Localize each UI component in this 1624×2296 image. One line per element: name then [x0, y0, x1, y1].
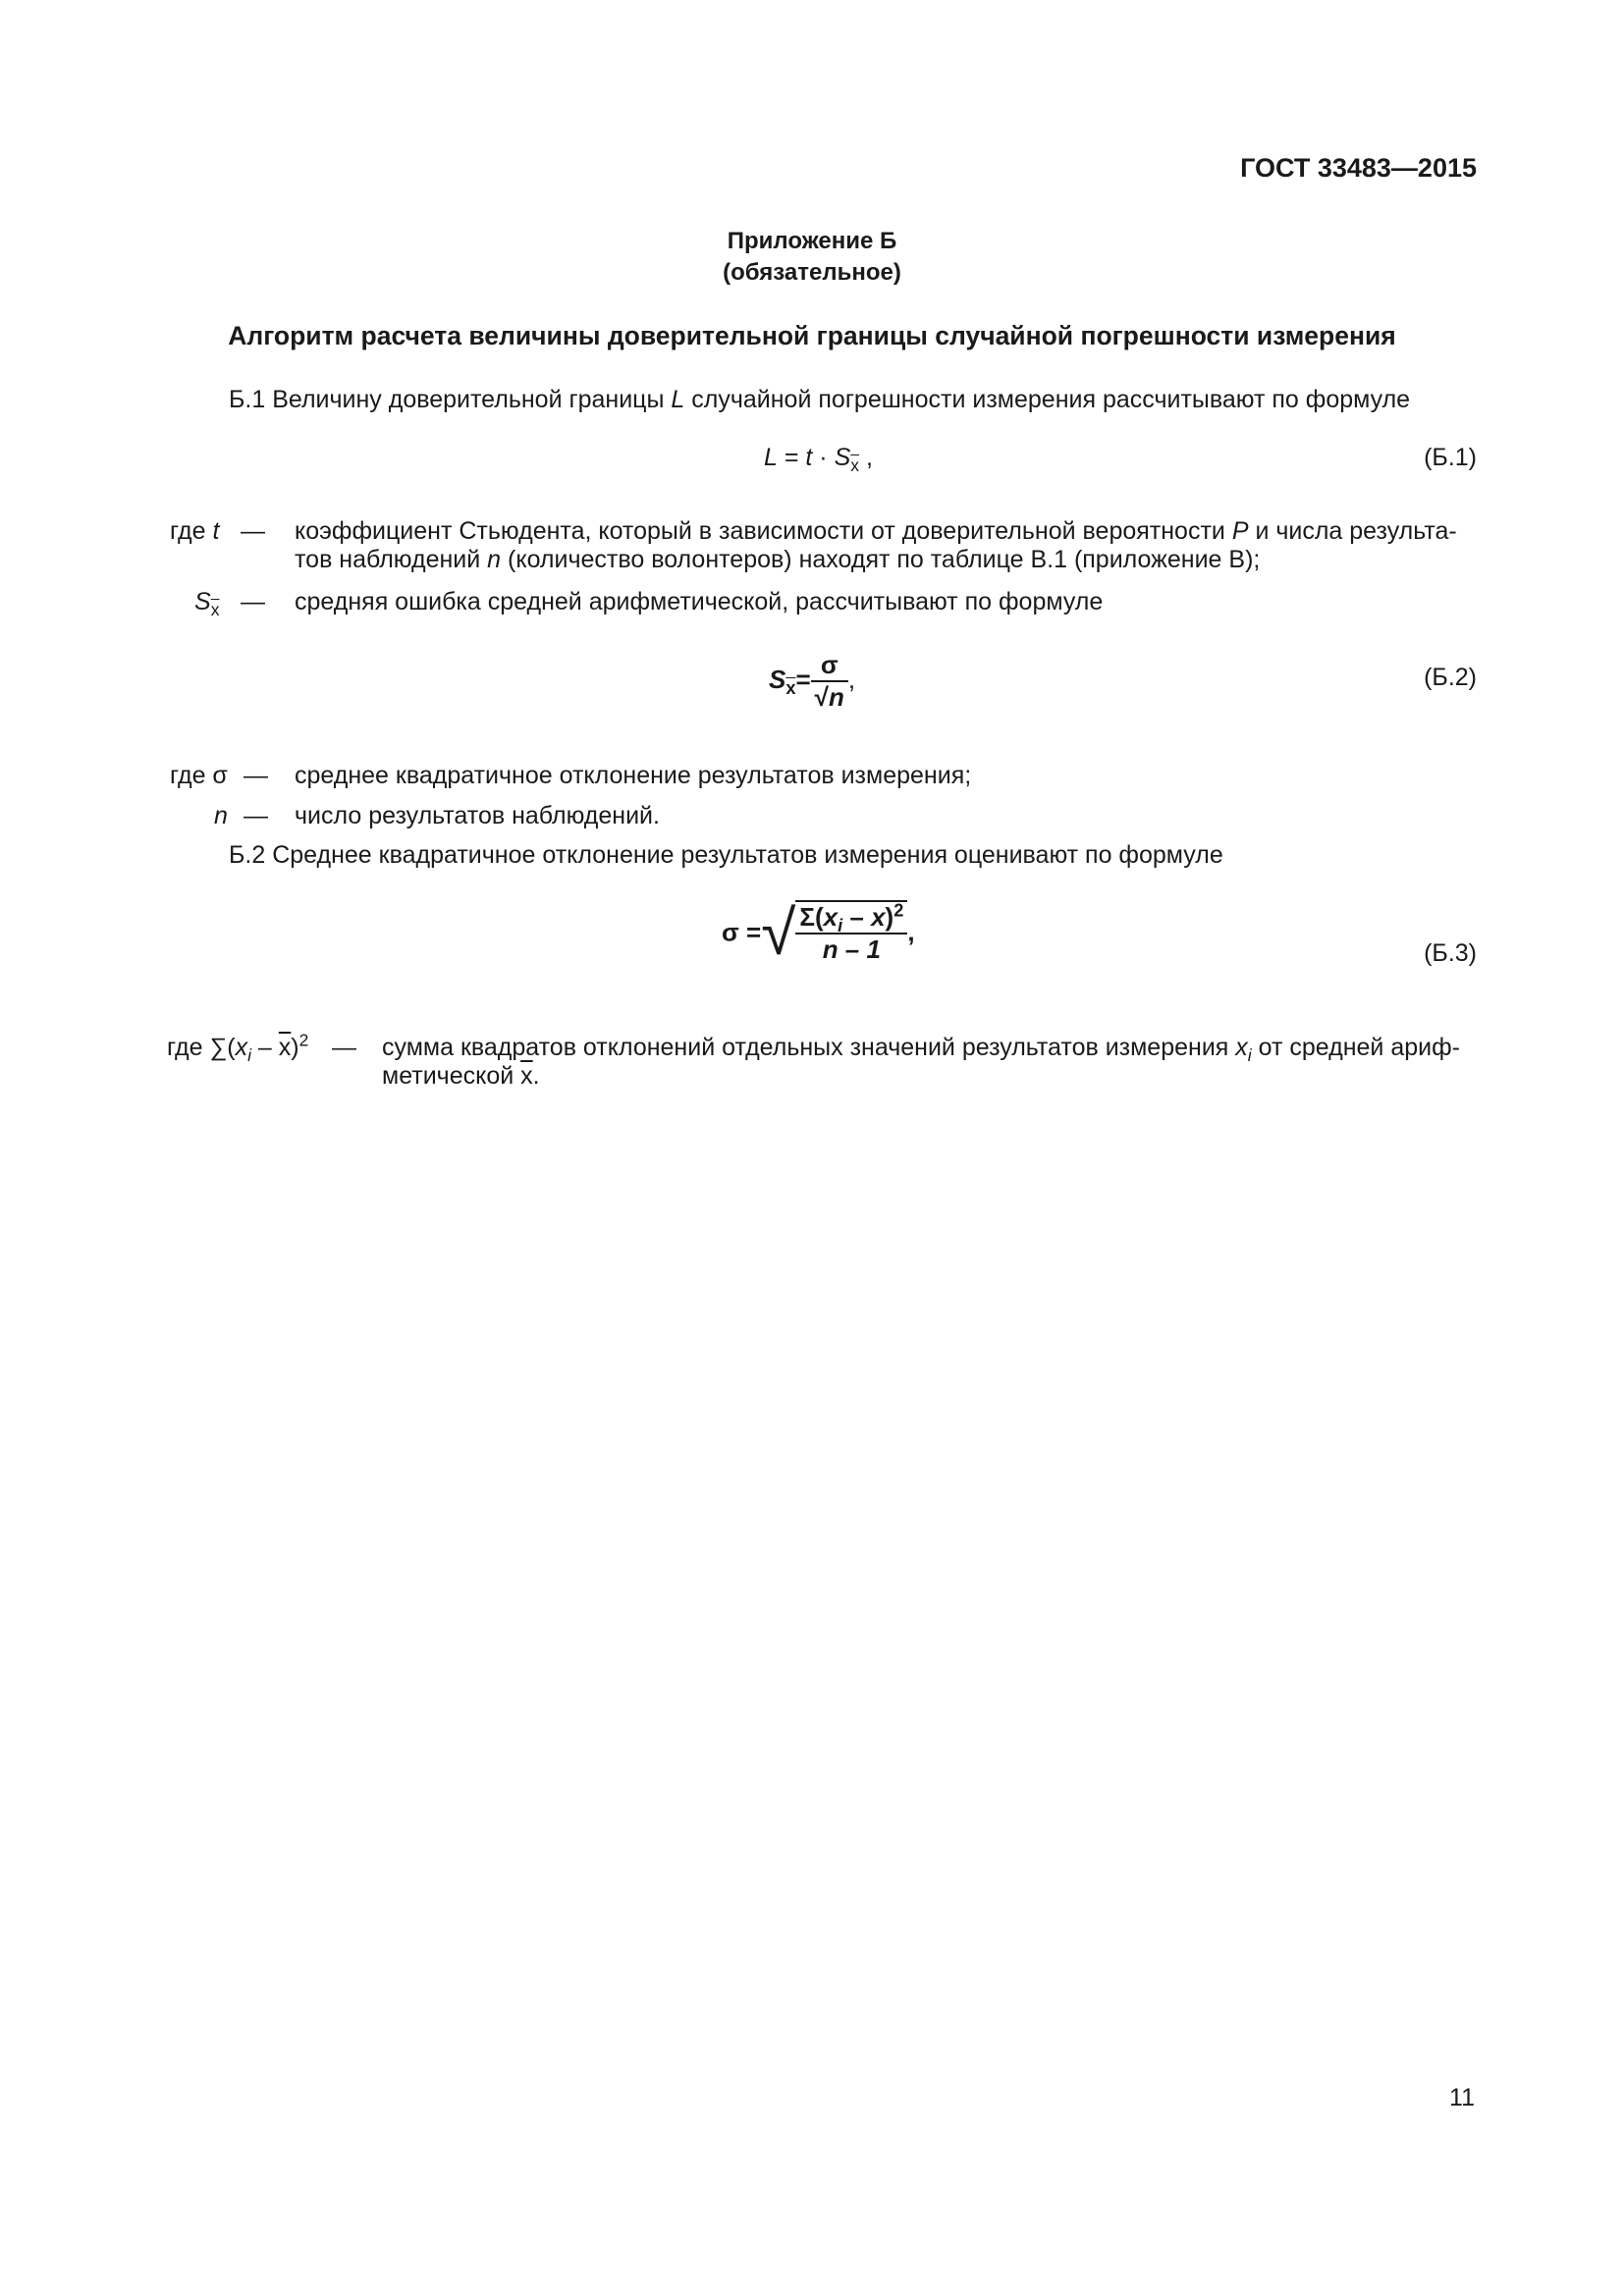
definition-s-x: средняя ошибка средней арифметической, рассчитывают по формуле	[295, 588, 1104, 615]
annex-status: (обязательное)	[723, 259, 901, 286]
equation-number-b2: (Б.2)	[1424, 664, 1477, 691]
term-n: n	[214, 802, 228, 829]
equation-number-b1: (Б.1)	[1424, 444, 1477, 471]
formula-b1: $L = t \cdot S_{\overline{x}}$ ,	[764, 444, 873, 475]
equation-number-b3: (Б.3)	[1424, 939, 1477, 967]
dash: —	[244, 762, 268, 789]
term-s-x: $S_{\overline{x}}$	[194, 588, 220, 619]
section-heading: Алгоритм расчета величины доверительной границы случайной погрешности измерения	[228, 321, 1396, 350]
dash: —	[241, 588, 265, 615]
paragraph-b2: Б.2 Среднее квадратичное отклонение результатов измерения оценивают по формуле	[229, 841, 1223, 869]
paragraph-b1: Б.1 Величину доверительной границы L случайной погрешности измерения рассчитывают по формуле	[229, 386, 1411, 413]
standard-designation: ГОСТ 33483—2015	[1240, 153, 1477, 183]
fraction: $\frac{\sigma}{√n}$	[811, 650, 848, 713]
formula-b3: σ =√ $\frac{\Sigma(x_i - \overline{x})^2}{n - 1}$ ,	[722, 897, 915, 968]
dash: —	[244, 802, 268, 829]
fraction: $\frac{\Sigma(x_i - \overline{x})^2}{n - 1}$	[795, 900, 907, 965]
definition-sum-squares: сумма квадратов отклонений отдельных значений результатов измерения $x_i$ от средней ариф- метической $\overline{x}$.	[382, 1034, 1461, 1090]
annex-title: Приложение Б	[727, 228, 897, 254]
definition-n: число результатов наблюдений.	[295, 802, 660, 829]
definition-t: коэффициент Стьюдента, который в зависимости от доверительной вероятности P и числа результа- тов наблюдений n (количество волонтеров) находят по таблице В.1 (приложение В);	[295, 517, 1457, 573]
sqrt-sign: √	[761, 897, 796, 968]
dash: —	[241, 517, 265, 545]
term-sigma: где σ	[170, 762, 228, 789]
dash: —	[332, 1034, 356, 1061]
page-number: 11	[1449, 2084, 1475, 2111]
definition-sigma: среднее квадратичное отклонение результатов измерения;	[295, 762, 972, 789]
term-t: где t	[170, 517, 220, 545]
term-sum-squares: где $\sum(x_i - \overline{x})^2$	[167, 1030, 309, 1065]
formula-b2: $S_{\overline{x}}=$ $\frac{\sigma}{√n}$ ,	[769, 650, 856, 712]
